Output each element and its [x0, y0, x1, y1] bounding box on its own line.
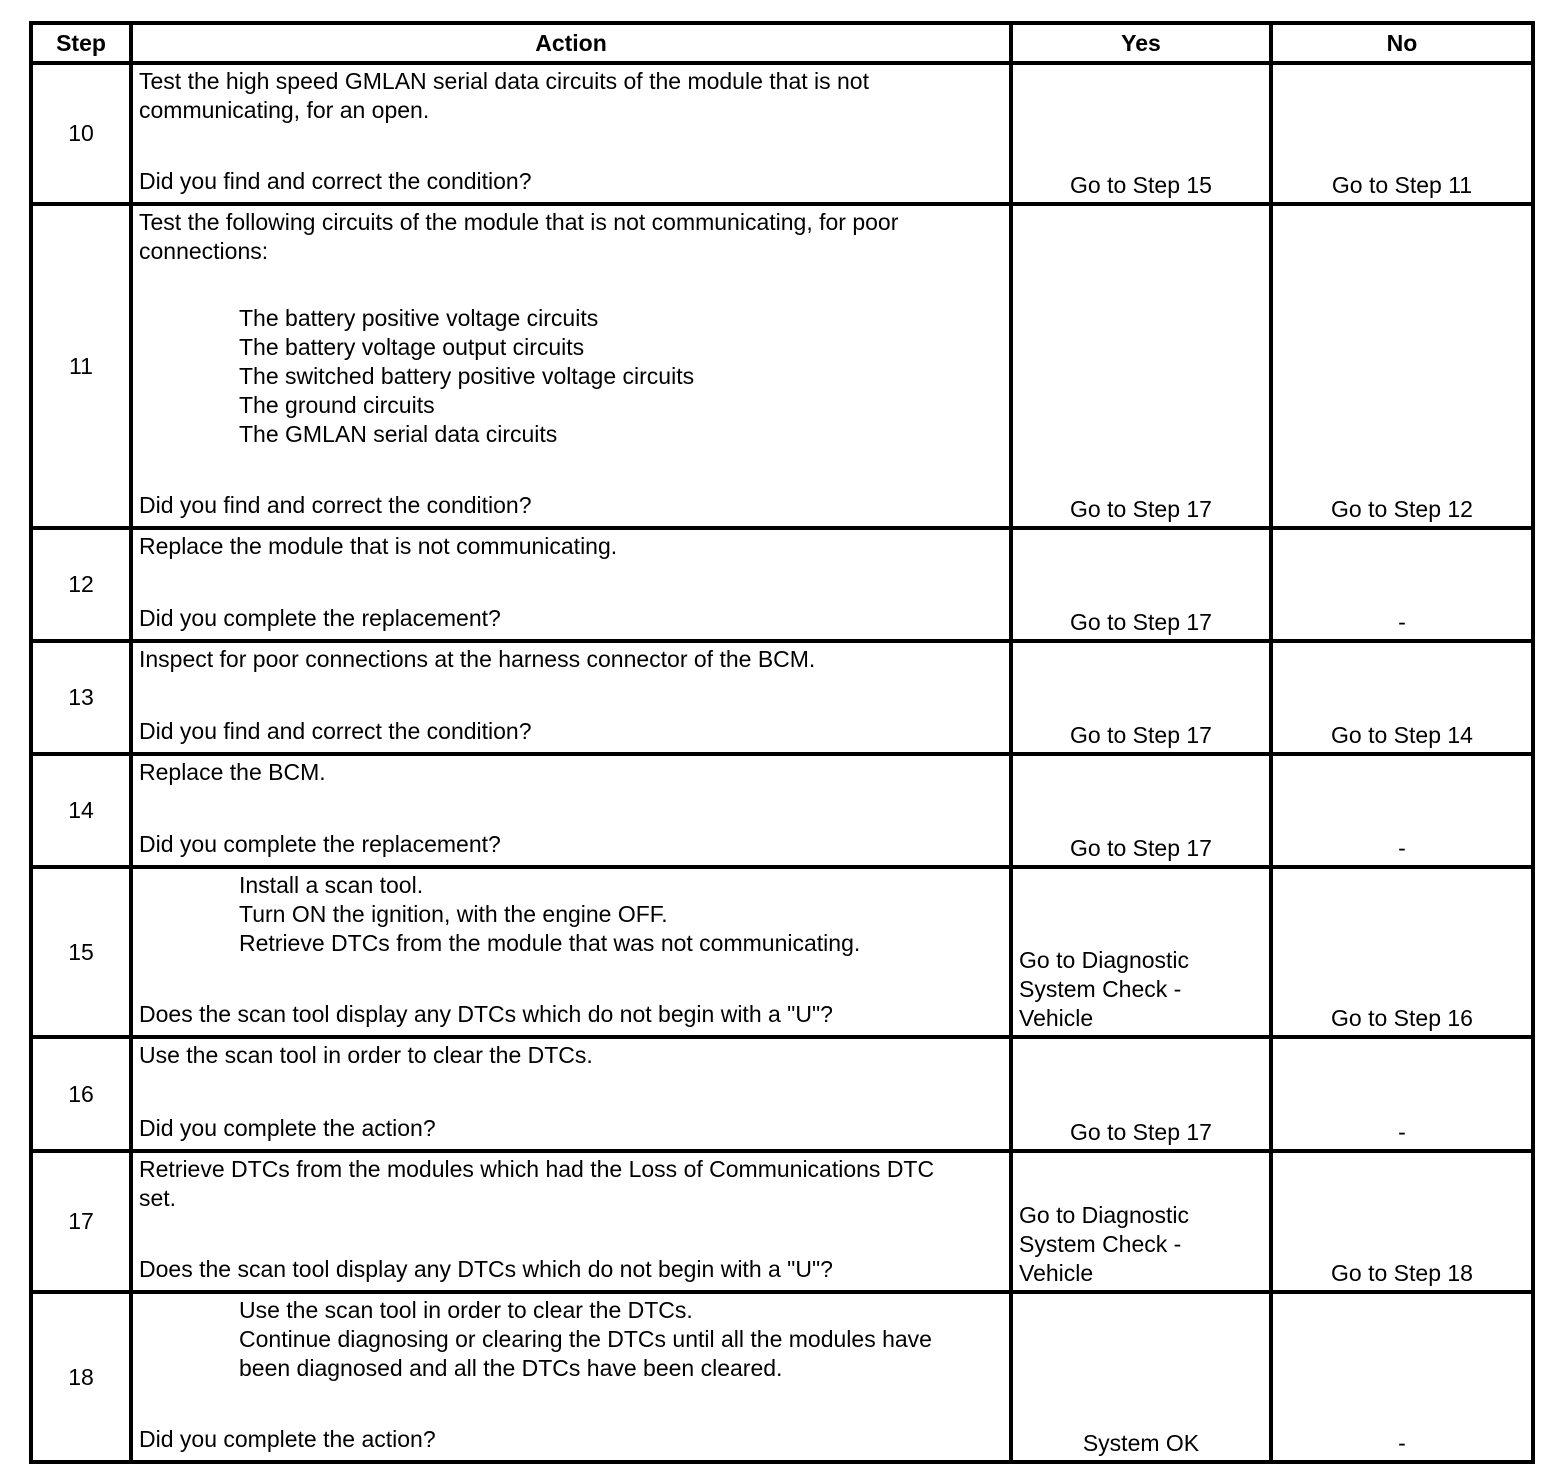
- action-bullet-item: Continue diagnosing or clearing the DTCs until all the modules have: [239, 1326, 932, 1352]
- action-bullet-item: Turn ON the ignition, with the engine OFF.: [239, 901, 668, 927]
- action-question: Did you find and correct the condition?: [139, 168, 532, 194]
- no-result: Go to Step 11: [1331, 172, 1473, 198]
- action-header: Action: [131, 23, 1011, 63]
- table-row: [31, 528, 1533, 641]
- yes-result: Go to Step 17: [1070, 835, 1212, 861]
- no-cell: [1271, 641, 1533, 754]
- action-question: Did you complete the replacement?: [139, 605, 501, 631]
- action-question: Did you complete the action?: [139, 1115, 436, 1141]
- action-text: Test the high speed GMLAN serial data circuits of the module that is not: [139, 68, 869, 94]
- action-question: Did you complete the replacement?: [139, 831, 501, 857]
- no-cell: [1271, 867, 1533, 1037]
- yes-result: Go to Diagnostic: [1019, 1202, 1190, 1228]
- yes-cell: [1011, 867, 1271, 1037]
- no-result: -: [1398, 609, 1406, 635]
- action-bullet-item: The battery voltage output circuits: [239, 334, 585, 360]
- yes-cell: [1011, 1292, 1271, 1462]
- action-text: Replace the BCM.: [139, 759, 326, 785]
- action-bullet-item: Use the scan tool in order to clear the DTCs.: [239, 1297, 693, 1323]
- action-text: set.: [139, 1185, 177, 1211]
- action-text: Inspect for poor connections at the harness connector of the BCM.: [139, 646, 816, 672]
- table-body: [31, 63, 1533, 1462]
- action-cell: [131, 1292, 1011, 1462]
- action-question: Does the scan tool display any DTCs which do not begin with a "U"?: [139, 1001, 833, 1027]
- diagnostic-steps-table: [29, 21, 1535, 1464]
- yes-result: System OK: [1082, 1430, 1200, 1456]
- action-question: Did you find and correct the condition?: [139, 718, 532, 744]
- action-question: Did you complete the action?: [139, 1426, 436, 1452]
- no-result: -: [1398, 1119, 1406, 1145]
- action-cell: [131, 1037, 1011, 1151]
- action-bullet-item: The GMLAN serial data circuits: [239, 421, 558, 447]
- step-number: 17: [31, 1151, 131, 1292]
- action-cell: [131, 1151, 1011, 1292]
- yes-result: Vehicle: [1019, 1260, 1094, 1286]
- yes-cell: [1011, 1151, 1271, 1292]
- action-cell: [131, 754, 1011, 867]
- table-row: [31, 867, 1533, 1037]
- action-cell: [131, 867, 1011, 1037]
- no-cell: [1271, 204, 1533, 528]
- no-result: Go to Step 12: [1331, 496, 1473, 522]
- table-row: [31, 1292, 1533, 1462]
- table-row: [31, 641, 1533, 754]
- step-number: 12: [31, 528, 131, 641]
- yes-cell: [1011, 1037, 1271, 1151]
- no-cell: [1271, 528, 1533, 641]
- action-bullet-list: [139, 304, 1003, 449]
- action-cell: [131, 204, 1011, 528]
- yes-result: Go to Diagnostic: [1019, 947, 1190, 973]
- action-question: Does the scan tool display any DTCs which do not begin with a "U"?: [139, 1256, 833, 1282]
- action-text: communicating, for an open.: [139, 97, 430, 123]
- yes-cell: [1011, 754, 1271, 867]
- action-cell: [131, 641, 1011, 754]
- action-bullet-item: The switched battery positive voltage circuits: [239, 363, 695, 389]
- action-cell: [131, 528, 1011, 641]
- yes-result: Go to Step 17: [1070, 609, 1212, 635]
- no-cell: [1271, 1292, 1533, 1462]
- step-number: 11: [31, 204, 131, 528]
- no-cell: [1271, 1037, 1533, 1151]
- yes-result: Vehicle: [1019, 1005, 1094, 1031]
- action-bullet-item: been diagnosed and all the DTCs have been cleared.: [239, 1355, 783, 1381]
- no-cell: [1271, 1151, 1533, 1292]
- action-text: connections:: [139, 238, 269, 264]
- table-row: [31, 204, 1533, 528]
- no-cell: [1271, 63, 1533, 204]
- no-cell: [1271, 754, 1533, 867]
- table-row: [31, 754, 1533, 867]
- no-result: -: [1398, 1430, 1406, 1456]
- action-bullet-item: Install a scan tool.: [239, 872, 424, 898]
- yes-result: Go to Step 15: [1070, 172, 1212, 198]
- yes-result: System Check -: [1019, 1231, 1182, 1257]
- no-result: Go to Step 14: [1331, 722, 1473, 748]
- yes-header: Yes: [1011, 23, 1271, 63]
- action-text: Replace the module that is not communicating.: [139, 533, 618, 559]
- step-number: 14: [31, 754, 131, 867]
- action-bullet-list: [139, 871, 1003, 958]
- no-result: Go to Step 18: [1331, 1260, 1473, 1286]
- yes-result: Go to Step 17: [1070, 1119, 1212, 1145]
- header-row: [31, 23, 1533, 63]
- action-bullet-item: Retrieve DTCs from the module that was not communicating.: [239, 930, 861, 956]
- table-row: [31, 1151, 1533, 1292]
- table-row: [31, 1037, 1533, 1151]
- action-text: Retrieve DTCs from the modules which had the Loss of Communications DTC: [139, 1156, 935, 1182]
- step-number: 15: [31, 867, 131, 1037]
- yes-cell: [1011, 63, 1271, 204]
- step-number: 18: [31, 1292, 131, 1462]
- action-bullet-item: The battery positive voltage circuits: [239, 305, 599, 331]
- action-text: Test the following circuits of the module that is not communicating, for poor: [139, 209, 899, 235]
- action-bullet-list: [139, 1296, 1003, 1383]
- yes-cell: [1011, 528, 1271, 641]
- no-result: -: [1398, 835, 1406, 861]
- table-row: [31, 63, 1533, 204]
- yes-result: System Check -: [1019, 976, 1182, 1002]
- action-bullet-item: The ground circuits: [239, 392, 435, 418]
- action-cell: [131, 63, 1011, 204]
- no-result: Go to Step 16: [1331, 1005, 1473, 1031]
- yes-result: Go to Step 17: [1070, 496, 1212, 522]
- yes-cell: [1011, 641, 1271, 754]
- no-header: No: [1271, 23, 1533, 63]
- yes-result: Go to Step 17: [1070, 722, 1212, 748]
- action-text: Use the scan tool in order to clear the DTCs.: [139, 1042, 593, 1068]
- step-number: 10: [31, 63, 131, 204]
- step-header: Step: [31, 23, 131, 63]
- step-number: 13: [31, 641, 131, 754]
- yes-cell: [1011, 204, 1271, 528]
- action-question: Did you find and correct the condition?: [139, 492, 532, 518]
- step-number: 16: [31, 1037, 131, 1151]
